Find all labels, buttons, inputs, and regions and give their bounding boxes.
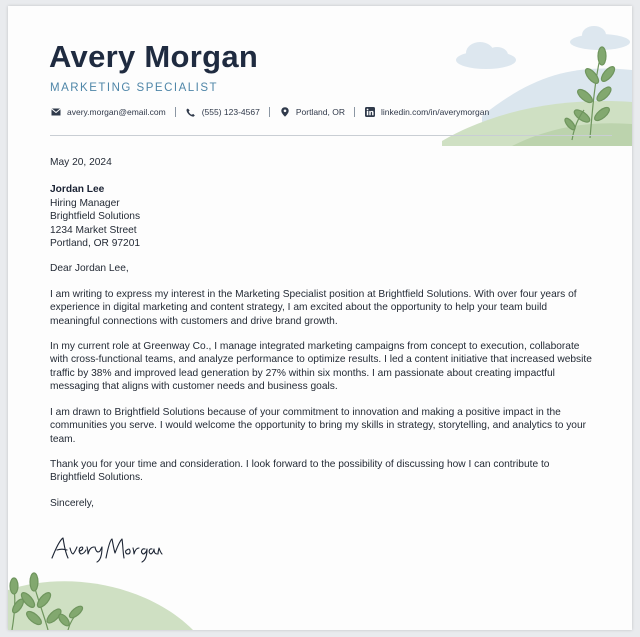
- contact-location: [279, 107, 345, 117]
- linkedin-icon: [364, 107, 376, 117]
- recipient-street: 1234 Market Street: [50, 224, 137, 236]
- paragraph: I am drawn to Brightfield Solutions because of your commitment to innovation and making a positive impact in the communities you serve. I would welcome the opportunity to bring my skills in strategy, storytelling, and analytics to your team.: [50, 406, 587, 445]
- paragraph: In my current role at Greenway Co., I manage integrated marketing campaigns from concept to execution, collaborate with cross-functional teams, and analyze performance to optimize results. I led a content initiative that increased website traffic by 38% and improved lead generation by 27% within six months. I am passionate about creating impactful messaging that aligns with customer needs and business goals.: [50, 341, 592, 393]
- landscape-decoration-top: [422, 6, 632, 146]
- closing: Sincerely,: [50, 497, 94, 509]
- contact-divider: [269, 107, 270, 117]
- contact-phone-text: (555) 123-4567: [201, 107, 260, 117]
- contact-bar: [50, 107, 489, 117]
- handwritten-signature: [48, 534, 163, 564]
- applicant-title: MARKETING SPECIALIST: [50, 82, 219, 94]
- cloud-shape: [486, 47, 508, 63]
- location-pin-icon: [279, 107, 291, 117]
- recipient-city: Portland, OR 97201: [50, 238, 141, 250]
- recipient-name: Jordan Lee: [50, 184, 105, 196]
- recipient-role: Hiring Manager: [50, 197, 120, 209]
- contact-divider: [354, 107, 355, 117]
- contact-phone[interactable]: [185, 107, 260, 117]
- paragraph: Thank you for your time and consideration. I look forward to the possibility of discussing how I can contribute to Brightfield Solutions.: [50, 458, 550, 484]
- recipient-company: Brightfield Solutions: [50, 211, 141, 223]
- paragraph: I am writing to express my interest in the Marketing Specialist position at Brightfield Solutions. With over four years of experience in digital marketing and content strategy, I am excited about the opportunity to help your team build meaningful connections with customers and drive brand growth.: [50, 288, 577, 327]
- contact-linkedin-text: linkedin.com/in/averymorgan: [380, 107, 490, 117]
- cloud-shape: [582, 26, 606, 44]
- contact-linkedin[interactable]: [364, 107, 489, 117]
- header-divider: [50, 135, 612, 136]
- letter-body: [50, 156, 595, 510]
- letter-date: May 20, 2024: [50, 157, 112, 168]
- salutation: Dear Jordan Lee,: [50, 263, 129, 275]
- contact-email-text: avery.morgan@email.com: [67, 107, 166, 117]
- contact-location-text: Portland, OR: [295, 107, 345, 117]
- contact-email[interactable]: [50, 107, 166, 117]
- envelope-icon: [50, 107, 62, 117]
- phone-icon: [185, 107, 197, 117]
- contact-divider: [175, 107, 176, 117]
- cover-letter-page: [8, 6, 632, 630]
- applicant-name: Avery Morgan: [49, 39, 259, 74]
